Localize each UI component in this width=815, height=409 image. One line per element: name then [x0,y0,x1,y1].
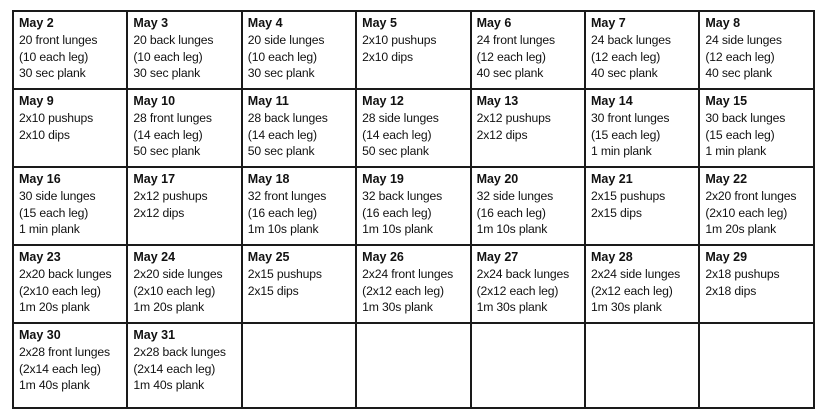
day-label: May 18 [247,172,290,186]
exercise-line: 30 sec plank [133,66,201,81]
day-label: May 29 [705,250,748,264]
exercise-line: (14 each leg) [133,127,203,142]
exercise-line: 32 front lunges [247,189,327,203]
exercise-line: 2x28 back lunges [133,345,226,359]
exercise-line: (16 each leg) [362,205,432,220]
exercise-line: 2x24 front lunges [362,267,454,281]
calendar-day-cell [471,89,585,167]
exercise-line: (15 each leg) [590,127,661,142]
calendar-day-cell [356,89,470,167]
calendar-day-cell [127,167,241,245]
calendar-empty-cell [699,323,813,408]
workout-calendar [12,10,815,409]
exercise-line: (2x10 each leg) [19,283,101,298]
exercise-line: (12 each leg) [590,49,661,64]
day-label: May 9 [19,94,54,108]
day-label: May 4 [247,16,283,30]
calendar-day-cell [13,245,127,323]
calendar-day-cell [13,89,127,167]
exercise-line: (2x12 each leg) [476,283,559,298]
exercise-line: 2x18 dips [705,283,757,298]
exercise-line: (14 each leg) [247,127,317,142]
calendar-day-cell [585,89,699,167]
exercise-line: (12 each leg) [705,49,775,64]
day-label: May 16 [19,172,61,186]
exercise-line: 2x20 side lunges [133,267,223,281]
exercise-line: 24 front lunges [476,33,555,47]
exercise-line: 1m 10s plank [247,222,319,237]
exercise-line: 1m 20s plank [133,300,205,315]
day-label: May 30 [19,328,61,342]
calendar-day-cell [471,245,585,323]
calendar-week-row [13,323,814,408]
exercise-line: (2x12 each leg) [590,283,673,298]
exercise-line: (10 each leg) [247,49,317,64]
exercise-line: 40 sec plank [705,66,772,81]
exercise-line: 30 front lunges [590,111,670,125]
calendar-day-cell [13,11,127,89]
exercise-line: 2x15 dips [590,205,642,220]
day-label: May 17 [133,172,176,186]
exercise-line: 2x24 back lunges [476,267,570,281]
exercise-line: 30 back lunges [705,111,786,125]
exercise-line: 2x15 dips [247,283,299,298]
calendar-empty-cell [585,323,699,408]
exercise-line: (2x10 each leg) [705,205,788,220]
exercise-line: 2x20 front lunges [705,189,797,203]
exercise-line: (2x10 each leg) [133,283,216,298]
day-label: May 6 [476,16,512,30]
calendar-day-cell [471,11,585,89]
calendar-day-cell [242,89,356,167]
day-label: May 10 [133,94,176,108]
exercise-line: (2x12 each leg) [362,283,444,298]
exercise-line: 2x24 side lunges [590,267,681,281]
exercise-line: 30 sec plank [247,66,315,81]
exercise-line: 2x12 dips [476,127,528,142]
day-label: May 24 [133,250,176,264]
exercise-line: 2x28 front lunges [19,345,110,359]
calendar-day-cell [127,89,241,167]
calendar-day-cell [356,11,470,89]
exercise-line: 1m 20s plank [19,300,90,315]
day-label: May 12 [362,94,404,108]
exercise-line: 1m 10s plank [476,222,548,237]
calendar-week-row [13,167,814,245]
exercise-line: 2x12 dips [133,205,185,220]
day-label: May 7 [590,16,626,30]
exercise-line: 24 side lunges [705,33,782,47]
exercise-line: 1m 40s plank [133,378,205,393]
day-label: May 20 [476,172,519,186]
calendar-day-cell [242,167,356,245]
exercise-line: (15 each leg) [19,205,89,220]
calendar-day-cell [699,245,813,323]
day-label: May 13 [476,94,519,108]
calendar-empty-cell [356,323,470,408]
day-label: May 31 [133,328,176,342]
exercise-line: 2x15 pushups [247,267,322,281]
calendar-day-cell [699,167,813,245]
exercise-line: 20 side lunges [247,33,325,47]
calendar-day-cell [585,245,699,323]
exercise-line: 1 min plank [19,222,80,237]
exercise-line: 2x10 pushups [19,111,94,125]
day-label: May 3 [133,16,169,30]
exercise-line: 2x10 dips [19,127,70,142]
exercise-line: 2x10 pushups [362,33,437,47]
exercise-line: 2x12 pushups [476,111,551,125]
exercise-line: 1m 20s plank [705,222,777,237]
exercise-line: 24 back lunges [590,33,671,47]
exercise-line: 20 front lunges [19,33,98,47]
exercise-line: 30 side lunges [19,189,96,203]
calendar-week-row [13,11,814,89]
exercise-line: 28 front lunges [133,111,212,125]
exercise-line: 2x10 dips [362,49,413,64]
calendar-day-cell [127,323,241,408]
exercise-line: 1 min plank [705,144,767,159]
calendar-week-row [13,89,814,167]
day-label: May 19 [362,172,404,186]
day-label: May 15 [705,94,748,108]
day-label: May 28 [590,250,633,264]
exercise-line: 1m 10s plank [362,222,433,237]
calendar-day-cell [356,245,470,323]
exercise-line: (12 each leg) [476,49,546,64]
exercise-line: 50 sec plank [247,144,315,159]
exercise-line: 32 side lunges [476,189,554,203]
exercise-line: 40 sec plank [590,66,658,81]
exercise-line: 1m 40s plank [19,378,90,393]
exercise-line: 2x18 pushups [705,267,780,281]
calendar-day-cell [699,89,813,167]
calendar-day-cell [13,167,127,245]
exercise-line: 1m 30s plank [590,300,662,315]
calendar-day-cell [127,11,241,89]
exercise-line: 28 side lunges [362,111,439,125]
exercise-line: 50 sec plank [362,144,429,159]
day-label: May 23 [19,250,61,264]
exercise-line: 1m 30s plank [476,300,548,315]
exercise-line: 2x20 back lunges [19,267,112,281]
day-label: May 25 [247,250,290,264]
day-label: May 22 [705,172,748,186]
day-label: May 8 [705,16,741,30]
exercise-line: (16 each leg) [247,205,317,220]
calendar-day-cell [356,167,470,245]
day-label: May 11 [247,94,289,108]
calendar-day-cell [242,11,356,89]
day-label: May 5 [362,16,397,30]
calendar-empty-cell [242,323,356,408]
calendar-body [13,11,814,408]
exercise-line: 2x15 pushups [590,189,666,203]
calendar-day-cell [585,167,699,245]
day-label: May 27 [476,250,519,264]
day-label: May 21 [590,172,633,186]
exercise-line: 30 sec plank [19,66,86,81]
exercise-line: 1 min plank [590,144,652,159]
exercise-line: 20 back lunges [133,33,214,47]
exercise-line: 28 back lunges [247,111,328,125]
exercise-line: (16 each leg) [476,205,546,220]
day-label: May 14 [590,94,633,108]
exercise-line: (14 each leg) [362,127,432,142]
calendar-week-row [13,245,814,323]
exercise-line: (15 each leg) [705,127,775,142]
exercise-line: 50 sec plank [133,144,201,159]
calendar-day-cell [13,323,127,408]
calendar-empty-cell [471,323,585,408]
calendar-day-cell [585,11,699,89]
calendar-day-cell [242,245,356,323]
exercise-line: (10 each leg) [19,49,89,64]
exercise-line: (2x14 each leg) [133,361,216,376]
exercise-line: 1m 30s plank [362,300,433,315]
exercise-line: 32 back lunges [362,189,443,203]
calendar-day-cell [699,11,813,89]
calendar-day-cell [127,245,241,323]
exercise-line: 2x12 pushups [133,189,208,203]
exercise-line: (2x14 each leg) [19,361,101,376]
day-label: May 26 [362,250,404,264]
exercise-line: (10 each leg) [133,49,203,64]
day-label: May 2 [19,16,54,30]
calendar-day-cell [471,167,585,245]
exercise-line: 40 sec plank [476,66,544,81]
